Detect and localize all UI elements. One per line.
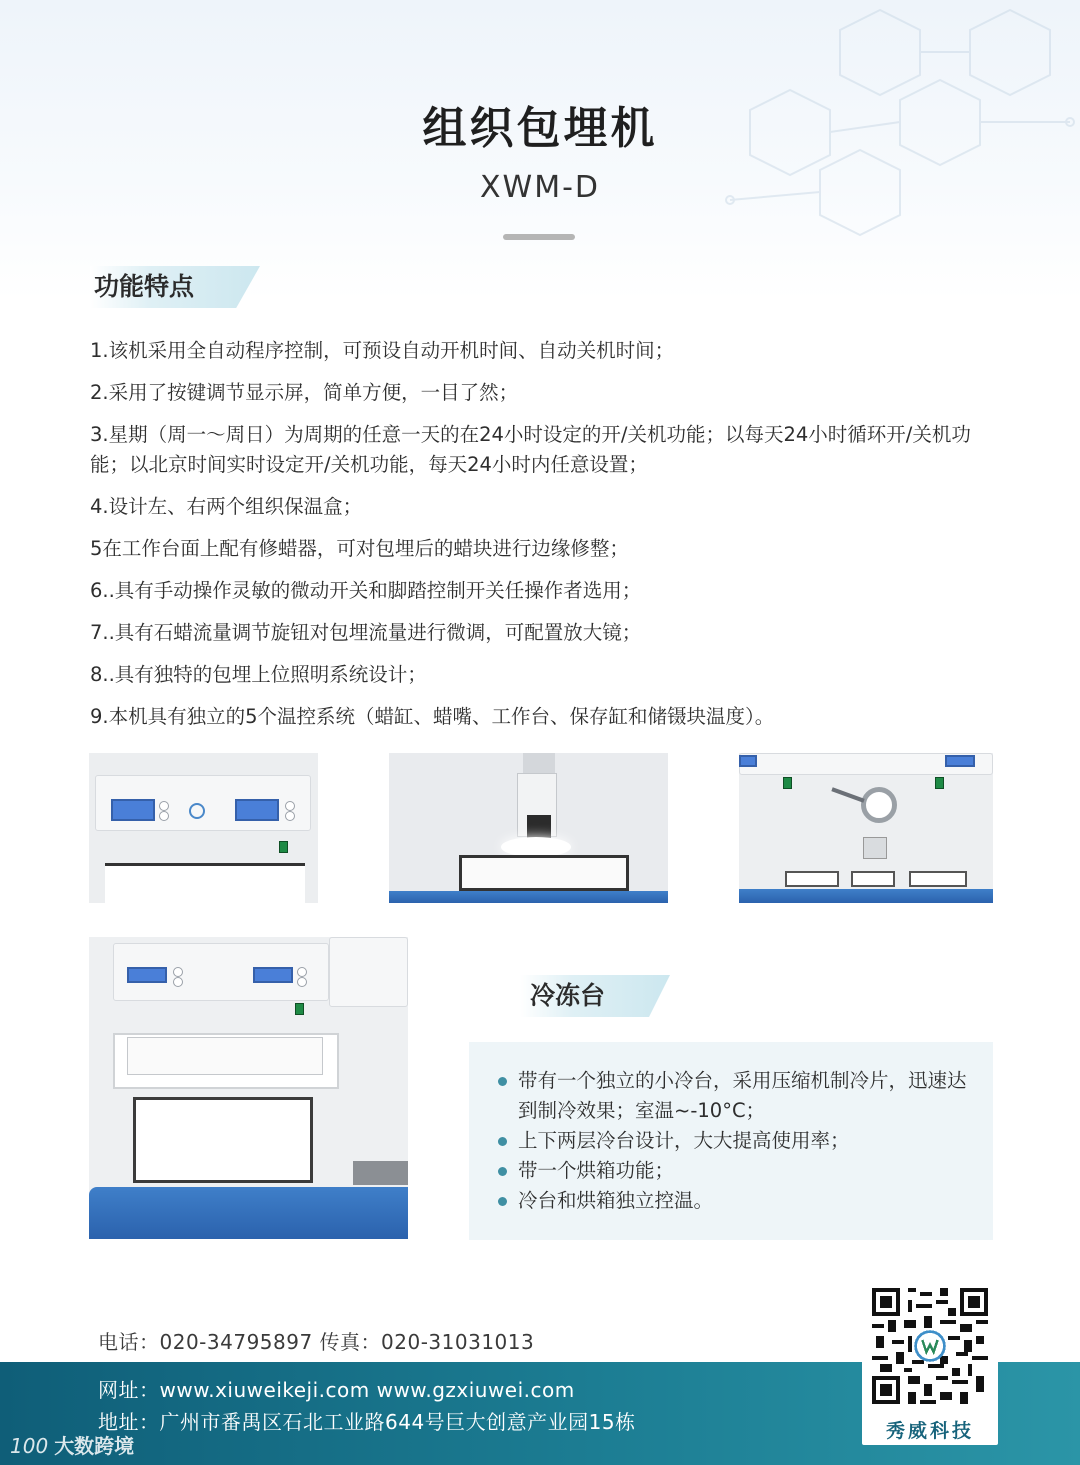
knob-icon <box>159 801 169 811</box>
list-item <box>496 1156 976 1186</box>
tray <box>785 871 839 887</box>
page-title: 组织包埋机 <box>422 103 658 154</box>
list-item: 9.本机具有独立的5个温控系统（蜡缸、蜡嘴、工作台、保存缸和储镊块温度）。 <box>90 705 775 728</box>
knob-icon <box>285 801 295 811</box>
indicator-light-icon <box>935 777 944 789</box>
lcd-display <box>253 967 293 983</box>
tray <box>909 871 967 887</box>
list-item: 5在工作台面上配有修蜡器，可对包埋后的蜡块进行边缘修整； <box>90 537 629 560</box>
brand-name: 秀威科技 <box>885 1420 974 1442</box>
list-item <box>496 1126 976 1156</box>
knob-icon <box>297 967 307 977</box>
bullet-icon <box>498 1077 507 1086</box>
bullet-icon <box>498 1137 507 1146</box>
list-item: 1.该机采用全自动程序控制，可预设自动开机时间、自动关机时间； <box>90 339 675 362</box>
brand-logo-icon <box>189 803 205 819</box>
freeze-stage-list <box>496 1066 976 1216</box>
bullet-icon <box>498 1197 507 1206</box>
work-surface <box>105 863 305 903</box>
lcd-display <box>111 799 155 821</box>
indicator-light-icon <box>295 1003 304 1015</box>
list-item-text: 上下两层冷台设计，大大提高使用率； <box>518 1129 850 1152</box>
side-tray <box>353 1161 408 1185</box>
lower-cold-plate <box>133 1097 313 1183</box>
upper-tray <box>127 1037 323 1075</box>
lcd-display <box>945 755 975 767</box>
watermark-text: 大数跨境 <box>54 1434 135 1458</box>
list-item-text: 带有一个独立的小冷台，采用压缩机制冷片，迅速达到制冷效果；室温~-10°C； <box>518 1069 967 1122</box>
magnifier-icon <box>861 787 897 823</box>
qr-card <box>862 1280 998 1445</box>
knob-icon <box>285 811 295 821</box>
nozzle-arm <box>523 753 555 775</box>
watermark <box>10 1430 134 1459</box>
machine-base <box>89 1187 408 1239</box>
knob-icon <box>173 977 183 987</box>
product-photo-cold-plate <box>89 937 408 1239</box>
tray <box>851 871 895 887</box>
knob-icon <box>159 811 169 821</box>
feature-list <box>90 336 990 744</box>
work-plate <box>459 855 629 891</box>
light-spot <box>501 837 571 857</box>
knob-icon <box>297 977 307 987</box>
qr-code-icon[interactable] <box>872 1288 988 1404</box>
indicator-light-icon <box>279 841 288 853</box>
list-item: 4.设计左、右两个组织保温盒； <box>90 495 363 518</box>
product-photo-nozzle <box>389 753 668 903</box>
address-line: 地址：广州市番禺区石北工业路644号巨大创意产业园15栋 <box>98 1410 636 1434</box>
list-item <box>496 1186 976 1216</box>
watermark-logo-icon: 100 <box>10 1434 49 1458</box>
machine-panel <box>329 937 408 1007</box>
list-item <box>496 1066 976 1126</box>
magnifier-arm <box>831 787 864 802</box>
list-item: 7..具有石蜡流量调节旋钮对包埋流量进行微调，可配置放大镜； <box>90 621 642 644</box>
machine-base <box>739 889 993 903</box>
freeze-stage-heading <box>520 975 670 1017</box>
machine-base <box>389 891 668 903</box>
nozzle-body <box>863 837 887 859</box>
list-item-text: 冷台和烘箱独立控温。 <box>518 1189 714 1212</box>
freeze-stage-heading-label: 冷冻台 <box>530 981 606 1010</box>
list-item: 6..具有手动操作灵敏的微动开关和脚踏控制开关任操作者选用； <box>90 579 642 602</box>
list-item-text: 带一个烘箱功能； <box>518 1159 675 1182</box>
list-item: 3.星期（周一～周日）为周期的任意一天的在24小时设定的开/关机功能；以每天24小时循环开/关机功能；以北京时间实时设定开/关机功能，每天24小时内任意设置； <box>90 423 971 476</box>
lcd-display <box>235 799 279 821</box>
title-divider <box>503 234 575 240</box>
lcd-display <box>127 967 167 983</box>
features-heading-label: 功能特点 <box>94 272 195 301</box>
website-line[interactable]: 网址：www.xiuweikeji.com www.gzxiuwei.com <box>98 1378 575 1402</box>
product-photo-control-panel <box>89 753 318 903</box>
knob-icon <box>173 967 183 977</box>
list-item: 2.采用了按键调节显示屏，简单方便，一目了然； <box>90 381 519 404</box>
product-photo-magnifier <box>739 753 993 903</box>
list-item: 8..具有独特的包埋上位照明系统设计； <box>90 663 427 686</box>
features-heading <box>90 266 260 308</box>
bullet-icon <box>498 1167 507 1176</box>
indicator-light-icon <box>783 777 792 789</box>
phone-fax: 电话：020-34795897 传真：020-31031013 <box>98 1330 535 1354</box>
model-number: XWM-D <box>479 170 601 205</box>
lcd-display <box>739 755 757 767</box>
